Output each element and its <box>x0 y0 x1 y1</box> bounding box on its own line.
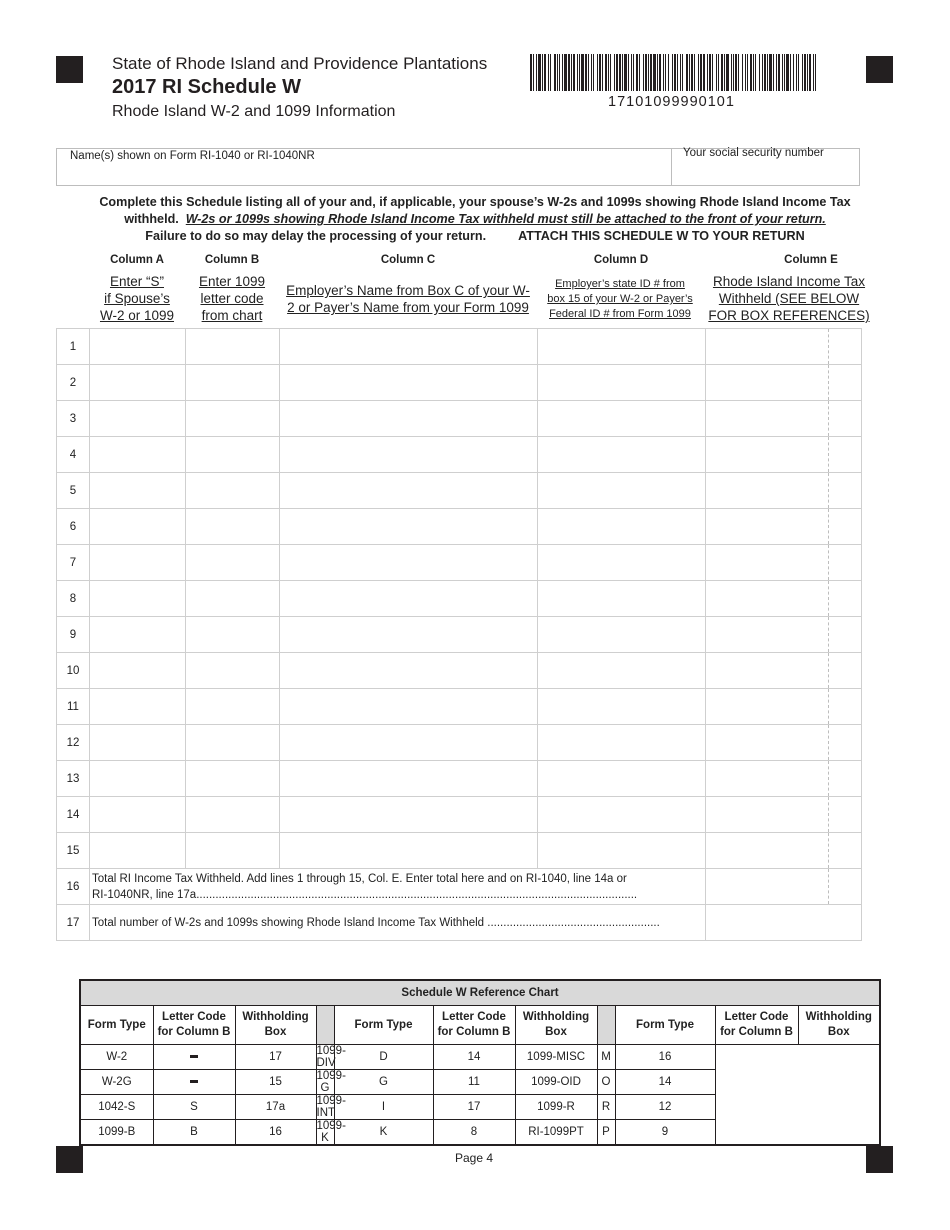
column-a-input[interactable] <box>90 365 186 401</box>
column-e-input[interactable] <box>706 509 862 545</box>
registration-mark-top-right <box>866 56 893 83</box>
column-d-input[interactable] <box>538 761 706 797</box>
line-number: 6 <box>57 509 90 545</box>
barcode-bar <box>802 54 803 91</box>
column-a-input[interactable] <box>90 509 186 545</box>
column-c-input[interactable] <box>280 833 538 869</box>
column-c-input[interactable] <box>280 797 538 833</box>
barcode-bar <box>573 54 575 91</box>
barcode-bar <box>809 54 811 91</box>
barcode-bar <box>707 54 708 91</box>
chart-cell: 1099-INT <box>316 1095 346 1119</box>
barcode-bar <box>588 54 589 91</box>
column-c-input[interactable] <box>280 689 538 725</box>
chart-row <box>80 1095 880 1120</box>
barcode-bar <box>712 54 713 91</box>
table-row <box>57 473 862 509</box>
barcode-bar <box>750 54 752 91</box>
barcode-bar <box>544 54 546 91</box>
column-a-input[interactable] <box>90 329 186 365</box>
barcode-bar <box>659 54 661 91</box>
column-a-input[interactable] <box>90 617 186 653</box>
column-c-input[interactable] <box>280 509 538 545</box>
chart-cell: 11 <box>433 1070 515 1095</box>
barcode-bar <box>628 54 629 91</box>
chart-cell: 1099-OID <box>515 1070 597 1095</box>
table-row <box>57 545 862 581</box>
barcode-bar <box>742 54 743 91</box>
table-row-line-16 <box>57 869 862 905</box>
barcode-bar <box>759 54 760 91</box>
name-field-label: Name(s) shown on Form RI-1040 or RI-1040NR <box>70 150 315 162</box>
schedule-w-table <box>56 328 862 941</box>
barcode-bar <box>610 54 611 91</box>
barcode-bar <box>813 54 814 91</box>
table-row <box>57 509 862 545</box>
column-a-input[interactable] <box>90 437 186 473</box>
barcode-bar <box>726 54 729 91</box>
chart-cell: 1099-DIV <box>316 1045 346 1069</box>
column-b-input[interactable] <box>186 725 280 761</box>
column-a-heading: Column A <box>110 254 164 266</box>
chart-header: Form Type <box>615 1006 715 1045</box>
column-b-input[interactable] <box>186 833 280 869</box>
barcode-bar <box>804 54 806 91</box>
line-number: 17 <box>57 905 90 941</box>
column-b-input[interactable] <box>186 653 280 689</box>
barcode-bar <box>764 54 766 91</box>
chart-row <box>80 1045 880 1070</box>
barcode-bar <box>665 54 666 91</box>
column-c-input[interactable] <box>280 329 538 365</box>
chart-header: Form Type <box>334 1006 433 1045</box>
barcode-bar <box>796 54 797 91</box>
barcode-bar <box>790 54 791 91</box>
barcode-bar <box>650 54 652 91</box>
chart-cell: 14 <box>615 1070 715 1095</box>
chart-header: Letter Code for Column B <box>433 1006 515 1045</box>
chart-cell: B <box>153 1120 235 1146</box>
line-number: 3 <box>57 401 90 437</box>
column-d-input[interactable] <box>538 797 706 833</box>
table-row <box>57 401 862 437</box>
column-a-input[interactable] <box>90 581 186 617</box>
line-number: 9 <box>57 617 90 653</box>
chart-cell: K <box>334 1120 433 1146</box>
column-b-input[interactable] <box>186 437 280 473</box>
barcode-bar <box>767 54 768 91</box>
table-row <box>57 617 862 653</box>
line-16-description: Total RI Income Tax Withheld. Add lines 1 through 15, Col. E. Enter total here and on RI-1040, line 14a or RI-1040NR, line 17a.......................................................................................................................................... <box>90 869 706 905</box>
barcode-bar <box>599 54 601 91</box>
column-a-input[interactable] <box>90 473 186 509</box>
column-c-input[interactable] <box>280 545 538 581</box>
barcode-bar <box>568 54 570 91</box>
table-row <box>57 653 862 689</box>
barcode-bar <box>643 54 644 91</box>
barcode-bar <box>716 54 717 91</box>
table-row <box>57 761 862 797</box>
column-b-input[interactable] <box>186 329 280 365</box>
registration-mark-bottom-right <box>866 1146 893 1173</box>
page-number: Page 4 <box>455 1151 494 1165</box>
total-withheld-input[interactable] <box>706 869 862 905</box>
barcode-bar <box>564 54 567 91</box>
chart-cell: RI-1099PT <box>515 1120 597 1146</box>
registration-mark-top-left <box>56 56 83 83</box>
barcode-bar <box>721 54 723 91</box>
column-c-description: Employer’s Name from Box C of your W- 2 or Payer’s Name from your Form 1099 <box>286 283 530 315</box>
column-e-input[interactable] <box>706 689 862 725</box>
column-d-input[interactable] <box>538 437 706 473</box>
page-title: 2017 RI Schedule W <box>112 76 301 98</box>
barcode-bar <box>608 54 609 91</box>
barcode-bar <box>557 54 558 91</box>
barcode-bar <box>542 54 543 91</box>
chart-cell <box>153 1045 235 1070</box>
barcode-bar <box>579 54 580 91</box>
barcode-bar <box>738 54 739 91</box>
column-a-input[interactable] <box>90 833 186 869</box>
barcode-bar <box>686 54 688 91</box>
barcode-bar <box>793 54 794 91</box>
chart-row <box>80 1070 880 1095</box>
line-number: 4 <box>57 437 90 473</box>
barcode-bar <box>597 54 598 91</box>
table-row <box>57 797 862 833</box>
column-b-input[interactable] <box>186 509 280 545</box>
column-d-input[interactable] <box>538 653 706 689</box>
barcode-bar <box>753 54 754 91</box>
column-a-input[interactable] <box>90 761 186 797</box>
barcode-bar <box>762 54 763 91</box>
line-number: 8 <box>57 581 90 617</box>
column-a-input[interactable] <box>90 797 186 833</box>
barcode-bar <box>622 54 623 91</box>
barcode-bar <box>769 54 772 91</box>
column-c-input[interactable] <box>280 617 538 653</box>
table-row <box>57 437 862 473</box>
barcode-bar <box>663 54 664 91</box>
barcode-bar <box>698 54 699 91</box>
barcode-bar <box>653 54 656 91</box>
barcode-bar <box>674 54 676 91</box>
barcode-bar <box>782 54 783 91</box>
chart-cell: I <box>334 1095 433 1120</box>
chart-cell: 1099-R <box>515 1095 597 1120</box>
column-d-input[interactable] <box>538 509 706 545</box>
column-d-input[interactable] <box>538 581 706 617</box>
ssn-field-label: Your social security number <box>683 147 824 159</box>
line-number: 5 <box>57 473 90 509</box>
barcode-bar <box>709 54 711 91</box>
chart-cell: 14 <box>433 1045 515 1070</box>
column-d-description: Employer’s state ID # from box 15 of your W-2 or Payer’s Federal ID # from Form 1099 <box>547 278 693 320</box>
column-c-input[interactable] <box>280 653 538 689</box>
instructions <box>52 194 898 245</box>
column-e-input[interactable] <box>706 401 862 437</box>
barcode-image <box>530 54 816 91</box>
barcode-bar <box>585 54 587 91</box>
chart-cell: 1099-B <box>80 1120 153 1146</box>
barcode-bar <box>773 54 774 91</box>
column-c-input[interactable] <box>280 437 538 473</box>
barcode-bar <box>735 54 737 91</box>
column-b-input[interactable] <box>186 365 280 401</box>
line-number: 2 <box>57 365 90 401</box>
barcode-bar <box>694 54 695 91</box>
dash-mark <box>190 1080 198 1083</box>
line-number: 1 <box>57 329 90 365</box>
column-a-input[interactable] <box>90 689 186 725</box>
column-d-input[interactable] <box>538 545 706 581</box>
chart-cell: 8 <box>433 1120 515 1146</box>
barcode-bar <box>731 54 732 91</box>
barcode-bar <box>733 54 734 91</box>
column-e-description: Rhode Island Income Tax Withheld (SEE BELOW FOR BOX REFERENCES) <box>708 274 870 323</box>
chart-row <box>80 1120 880 1146</box>
barcode-bar <box>700 54 702 91</box>
barcode-bar <box>648 54 649 91</box>
chart-cell: 1099-K <box>316 1120 346 1144</box>
chart-cell: R <box>597 1095 615 1120</box>
barcode-bar <box>631 54 632 91</box>
instructions-line-3: Failure to do so may delay the processing of your return. ATTACH THIS SCHEDULE W TO YOUR RETURN <box>145 229 805 243</box>
column-e-input[interactable] <box>706 725 862 761</box>
barcode-bar <box>672 54 673 91</box>
barcode-bar <box>682 54 683 91</box>
column-b-input[interactable] <box>186 581 280 617</box>
barcode-bar <box>624 54 627 91</box>
chart-cell: W-2 <box>80 1045 153 1070</box>
chart-cell: 17a <box>235 1095 316 1120</box>
line-17-description: Total number of W-2s and 1099s showing Rhode Island Income Tax Withheld ...................................................... <box>90 905 706 941</box>
barcode-bar <box>703 54 705 91</box>
reference-chart-title: Schedule W Reference Chart <box>80 980 880 1006</box>
column-c-input[interactable] <box>280 725 538 761</box>
column-b-heading: Column B <box>204 254 260 266</box>
chart-header: Withholding Box <box>235 1006 316 1045</box>
column-c-input[interactable] <box>280 581 538 617</box>
column-e-input[interactable] <box>706 581 862 617</box>
barcode-bar <box>691 54 693 91</box>
table-row <box>57 725 862 761</box>
chart-header: Withholding Box <box>515 1006 597 1045</box>
column-a-input[interactable] <box>90 401 186 437</box>
column-b-input[interactable] <box>186 401 280 437</box>
chart-cell: 1099-G <box>316 1070 346 1094</box>
column-d-input[interactable] <box>538 617 706 653</box>
chart-cell: S <box>153 1095 235 1120</box>
column-b-input[interactable] <box>186 689 280 725</box>
barcode-bar <box>815 54 816 91</box>
barcode-bar <box>536 54 537 91</box>
chart-header: Letter Code for Column B <box>153 1006 235 1045</box>
column-a-input[interactable] <box>90 653 186 689</box>
barcode-bar <box>784 54 785 91</box>
barcode-bar <box>718 54 719 91</box>
barcode-bar <box>548 54 549 91</box>
line-number: 16 <box>57 869 90 905</box>
column-b-input[interactable] <box>186 545 280 581</box>
column-c-input[interactable] <box>280 365 538 401</box>
line-number: 15 <box>57 833 90 869</box>
column-d-heading: Column D <box>593 254 649 266</box>
column-b-input[interactable] <box>186 473 280 509</box>
barcode-bar <box>577 54 578 91</box>
column-e-input[interactable] <box>706 653 862 689</box>
barcode-bar <box>571 54 572 91</box>
column-d-input[interactable] <box>538 365 706 401</box>
column-d-input[interactable] <box>538 833 706 869</box>
column-b-input[interactable] <box>186 617 280 653</box>
chart-cell: 1042-S <box>80 1095 153 1120</box>
instructions-line-1: Complete this Schedule listing all of your and, if applicable, your spouse’s W-2s and 1099s showing Rhode Island Income Tax <box>99 195 851 209</box>
column-d-input[interactable] <box>538 329 706 365</box>
barcode-bar <box>619 54 621 91</box>
barcode-bar <box>562 54 563 91</box>
column-b-input[interactable] <box>186 761 280 797</box>
page-subtitle: Rhode Island W-2 and 1099 Information <box>112 103 396 120</box>
column-e-heading: Column E <box>784 254 838 266</box>
barcode-bar <box>677 54 678 91</box>
reference-chart <box>79 979 881 1146</box>
column-d-input[interactable] <box>538 473 706 509</box>
column-c-input[interactable] <box>280 401 538 437</box>
chart-cell: 17 <box>433 1095 515 1120</box>
chart-cell: 1099-MISC <box>515 1045 597 1070</box>
barcode-bar <box>755 54 756 91</box>
registration-mark-bottom-left <box>56 1146 83 1173</box>
table-row <box>57 329 862 365</box>
barcode-bar <box>633 54 634 91</box>
line-number: 7 <box>57 545 90 581</box>
column-e-input[interactable] <box>706 545 862 581</box>
barcode-bar <box>776 54 777 91</box>
line-number: 10 <box>57 653 90 689</box>
column-b-description: Enter 1099 letter code from chart <box>198 274 266 323</box>
column-b-input[interactable] <box>186 797 280 833</box>
barcode-bar <box>530 54 532 91</box>
line-number: 13 <box>57 761 90 797</box>
barcode-bar <box>636 54 638 91</box>
line-number: 14 <box>57 797 90 833</box>
column-e-input[interactable] <box>706 437 862 473</box>
column-d-input[interactable] <box>538 689 706 725</box>
chart-cell: 12 <box>615 1095 715 1120</box>
column-e-input[interactable] <box>706 761 862 797</box>
column-e-input[interactable] <box>706 365 862 401</box>
barcode-bar <box>668 54 669 91</box>
chart-header: Withholding Box <box>798 1006 880 1045</box>
barcode-bar <box>602 54 603 91</box>
total-count-input[interactable] <box>706 905 862 941</box>
barcode-number: 17101099990101 <box>608 94 735 110</box>
line-number: 12 <box>57 725 90 761</box>
chart-header: Letter Code for Column B <box>715 1006 798 1045</box>
chart-cell: 16 <box>235 1120 316 1146</box>
barcode-bar <box>807 54 808 91</box>
barcode-bar <box>680 54 681 91</box>
chart-cell: 17 <box>235 1045 316 1070</box>
barcode-bar <box>745 54 746 91</box>
barcode-bar <box>533 54 534 91</box>
chart-cell: P <box>597 1120 615 1146</box>
chart-cell: 16 <box>615 1045 715 1070</box>
barcode-bar <box>639 54 640 91</box>
column-e-input[interactable] <box>706 617 862 653</box>
barcode-bar <box>591 54 592 91</box>
barcode-bar <box>616 54 618 91</box>
state-line: State of Rhode Island and Providence Plantations <box>112 54 488 73</box>
column-c-input[interactable] <box>280 761 538 797</box>
barcode-bar <box>786 54 789 91</box>
table-row <box>57 365 862 401</box>
taxpayer-info-box <box>56 148 860 186</box>
column-e-input[interactable] <box>706 833 862 869</box>
chart-cell: G <box>334 1070 433 1095</box>
column-d-input[interactable] <box>538 725 706 761</box>
barcode-bar <box>645 54 647 91</box>
barcode-bar <box>798 54 799 91</box>
chart-cell: 15 <box>235 1070 316 1095</box>
barcode-bar <box>538 54 541 91</box>
chart-cell <box>153 1070 235 1095</box>
column-a-input[interactable] <box>90 725 186 761</box>
column-a-input[interactable] <box>90 545 186 581</box>
chart-cell: O <box>597 1070 615 1095</box>
barcode-bar <box>581 54 584 91</box>
barcode-bar <box>657 54 658 91</box>
chart-cell: W-2G <box>80 1070 153 1095</box>
barcode-bar <box>550 54 551 91</box>
column-c-heading: Column C <box>380 254 436 266</box>
table-row-line-17 <box>57 905 862 941</box>
barcode-bar <box>554 54 556 91</box>
table-row <box>57 581 862 617</box>
barcode-bar <box>559 54 560 91</box>
column-e-input[interactable] <box>706 473 862 509</box>
column-d-input[interactable] <box>538 401 706 437</box>
instructions-line-2: withheld. W-2s or 1099s showing Rhode Island Income Tax withheld must still be attached to the front of your return. <box>124 212 826 226</box>
chart-cell: D <box>334 1045 433 1070</box>
chart-cell: 9 <box>615 1120 715 1146</box>
column-a-description: Enter “S” if Spouse’s W-2 or 1099 <box>99 274 175 323</box>
chart-header: Form Type <box>80 1006 153 1045</box>
column-c-input[interactable] <box>280 473 538 509</box>
column-e-input[interactable] <box>706 329 862 365</box>
line-number: 11 <box>57 689 90 725</box>
table-row <box>57 689 862 725</box>
dash-mark <box>190 1055 198 1058</box>
barcode-bar <box>747 54 748 91</box>
barcode-bar <box>724 54 725 91</box>
column-e-input[interactable] <box>706 797 862 833</box>
barcode-bar <box>605 54 607 91</box>
barcode-bar <box>593 54 594 91</box>
table-row <box>57 833 862 869</box>
barcode-bar <box>614 54 615 91</box>
barcode-bar <box>778 54 780 91</box>
chart-cell: M <box>597 1045 615 1070</box>
barcode-bar <box>689 54 690 91</box>
